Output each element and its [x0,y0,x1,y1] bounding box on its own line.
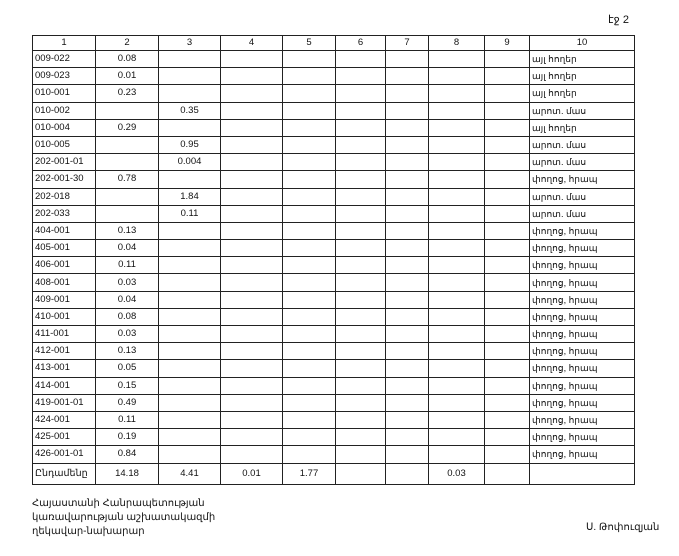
total-cell [386,463,429,484]
area-cell [336,343,386,360]
table-row [33,51,635,68]
parcel-code-cell: 408-001 [33,274,96,291]
parcel-code-cell: 426-001-01 [33,446,96,463]
area-cell: 0.03 [96,274,159,291]
area-cell [221,188,283,205]
parcel-code-cell: 404-001 [33,222,96,239]
land-type-cell: այլ հողեր [530,68,635,85]
area-cell [485,429,530,446]
table-row [33,257,635,274]
table-row [33,411,635,428]
area-cell [221,291,283,308]
area-cell [485,343,530,360]
area-cell [386,360,429,377]
area-cell [336,188,386,205]
area-cell [386,154,429,171]
area-cell [283,343,336,360]
area-cell: 0.04 [96,240,159,257]
area-cell [386,394,429,411]
area-cell [429,102,485,119]
land-type-cell: արոտ. մաս [530,102,635,119]
area-cell [336,154,386,171]
area-cell [429,205,485,222]
area-cell [159,68,221,85]
area-cell [485,326,530,343]
total-cell: 1.77 [283,463,336,484]
land-type-cell: այլ հողեր [530,119,635,136]
area-cell [429,360,485,377]
area-cell [159,326,221,343]
area-cell [159,222,221,239]
land-type-cell: փողոց, հրապ [530,411,635,428]
area-cell [221,205,283,222]
column-header: 6 [336,36,386,51]
area-cell [386,377,429,394]
area-cell [283,326,336,343]
area-cell [336,274,386,291]
area-cell [485,446,530,463]
area-cell [221,360,283,377]
area-cell [485,274,530,291]
parcel-code-cell: 419-001-01 [33,394,96,411]
area-cell [386,240,429,257]
area-cell [485,411,530,428]
total-cell [485,463,530,484]
area-cell [221,51,283,68]
total-cell: 14.18 [96,463,159,484]
area-cell [336,222,386,239]
area-cell: 0.95 [159,136,221,153]
area-cell [283,205,336,222]
area-cell [386,429,429,446]
table-row [33,171,635,188]
area-cell [386,308,429,325]
table-row [33,68,635,85]
column-header: 1 [33,36,96,51]
area-cell [429,429,485,446]
area-cell [485,51,530,68]
signatory-title-line: ղեկավար-նախարար [32,526,145,537]
area-cell [336,102,386,119]
parcel-code-cell: 009-022 [33,51,96,68]
area-cell [386,326,429,343]
area-cell [221,308,283,325]
area-cell: 1.84 [159,188,221,205]
area-cell [429,446,485,463]
area-cell [429,171,485,188]
land-type-cell: փողոց, հրապ [530,291,635,308]
area-cell [429,274,485,291]
area-cell [221,154,283,171]
area-cell: 0.11 [96,257,159,274]
table-row [33,154,635,171]
area-cell [283,154,336,171]
area-cell: 0.13 [96,222,159,239]
area-cell [96,188,159,205]
column-header: 5 [283,36,336,51]
area-cell [221,222,283,239]
area-cell [336,429,386,446]
area-cell: 0.84 [96,446,159,463]
area-cell [221,240,283,257]
area-cell [221,274,283,291]
land-type-cell: փողոց, հրապ [530,326,635,343]
table-row [33,429,635,446]
area-cell: 0.35 [159,102,221,119]
table-row [33,394,635,411]
page-number: էջ 2 [608,14,629,26]
area-cell [283,136,336,153]
parcel-code-cell: 413-001 [33,360,96,377]
area-cell [386,257,429,274]
land-type-cell: փողոց, հրապ [530,429,635,446]
area-cell [429,240,485,257]
parcel-code-cell: 010-004 [33,119,96,136]
land-type-cell: այլ հողեր [530,85,635,102]
area-cell [159,171,221,188]
area-cell [283,360,336,377]
table-row [33,222,635,239]
area-cell: 0.23 [96,85,159,102]
column-header: 10 [530,36,635,51]
area-cell [221,446,283,463]
area-cell [485,154,530,171]
area-cell [159,394,221,411]
total-cell: 0.01 [221,463,283,484]
area-cell [485,257,530,274]
area-cell [221,394,283,411]
total-cell: 0.03 [429,463,485,484]
area-cell [221,119,283,136]
area-cell [336,85,386,102]
land-type-cell: փողոց, հրապ [530,308,635,325]
area-cell: 0.29 [96,119,159,136]
area-cell [336,411,386,428]
area-cell [159,446,221,463]
area-cell [221,85,283,102]
area-cell [485,394,530,411]
area-cell [221,68,283,85]
area-cell [386,188,429,205]
table-row [33,205,635,222]
area-cell [485,136,530,153]
area-cell: 0.11 [159,205,221,222]
area-cell: 0.15 [96,377,159,394]
area-cell [159,291,221,308]
land-type-cell: փողոց, հրապ [530,171,635,188]
column-header: 7 [386,36,429,51]
area-cell [386,205,429,222]
parcel-code-cell: 412-001 [33,343,96,360]
area-cell [429,291,485,308]
area-cell: 0.08 [96,308,159,325]
area-cell [336,240,386,257]
parcel-code-cell: 009-023 [33,68,96,85]
table-row [33,119,635,136]
area-cell [336,171,386,188]
land-type-cell: փողոց, հրապ [530,240,635,257]
parcel-code-cell: 202-018 [33,188,96,205]
area-cell [386,119,429,136]
land-type-cell: արոտ. մաս [530,136,635,153]
area-cell [96,136,159,153]
area-cell [159,377,221,394]
area-cell [485,308,530,325]
area-cell [221,411,283,428]
area-cell [283,119,336,136]
area-cell [283,171,336,188]
signatory-title-line: Հայաստանի Հանրապետության [32,498,205,509]
land-type-cell: արոտ. մաս [530,188,635,205]
parcel-code-cell: 425-001 [33,429,96,446]
parcel-code-cell: 202-001-30 [33,171,96,188]
area-cell [283,222,336,239]
area-cell [429,308,485,325]
area-cell [386,411,429,428]
area-cell: 0.04 [96,291,159,308]
area-cell [159,360,221,377]
total-label: Ընդամենը [33,463,96,484]
area-cell [386,85,429,102]
area-cell [336,394,386,411]
area-cell [429,68,485,85]
area-cell [429,85,485,102]
area-cell [386,68,429,85]
area-cell [283,102,336,119]
area-cell [159,257,221,274]
table-row [33,446,635,463]
area-cell [386,343,429,360]
area-cell [336,257,386,274]
area-cell [283,240,336,257]
table-row [33,326,635,343]
area-cell [429,51,485,68]
area-cell [283,446,336,463]
area-cell [283,429,336,446]
area-cell [221,343,283,360]
area-cell [159,85,221,102]
area-cell [283,394,336,411]
area-cell [485,205,530,222]
area-cell [96,205,159,222]
parcel-code-cell: 202-033 [33,205,96,222]
table-row [33,308,635,325]
total-cell [336,463,386,484]
total-cell [530,463,635,484]
area-cell [283,308,336,325]
parcel-code-cell: 410-001 [33,308,96,325]
total-row [33,463,635,484]
area-cell: 0.05 [96,360,159,377]
area-cell [386,274,429,291]
area-cell [159,411,221,428]
area-cell [485,102,530,119]
area-cell [485,171,530,188]
table-header-row [33,36,635,51]
land-type-cell: փողոց, հրապ [530,343,635,360]
area-cell [159,343,221,360]
table-row [33,188,635,205]
table-row [33,102,635,119]
land-type-cell: այլ հողեր [530,51,635,68]
total-cell: 4.41 [159,463,221,484]
area-cell [429,377,485,394]
parcel-code-cell: 202-001-01 [33,154,96,171]
column-header: 2 [96,36,159,51]
area-cell [429,326,485,343]
area-cell [485,291,530,308]
land-type-cell: փողոց, հրապ [530,222,635,239]
area-cell [336,205,386,222]
area-cell [336,308,386,325]
land-type-cell: արոտ. մաս [530,154,635,171]
parcel-code-cell: 406-001 [33,257,96,274]
column-header: 9 [485,36,530,51]
area-cell [159,51,221,68]
area-cell [96,154,159,171]
area-cell [159,308,221,325]
area-cell [429,222,485,239]
area-cell [159,240,221,257]
area-cell: 0.03 [96,326,159,343]
area-cell [336,360,386,377]
area-cell: 0.49 [96,394,159,411]
area-cell [485,68,530,85]
area-cell [283,68,336,85]
area-cell [283,411,336,428]
area-cell [429,154,485,171]
column-header: 3 [159,36,221,51]
area-cell [283,274,336,291]
area-cell: 0.13 [96,343,159,360]
signatory-name: Ս. Թոփուզյան [586,522,660,533]
table-row [33,377,635,394]
area-cell [221,377,283,394]
area-cell [221,102,283,119]
land-type-cell: փողոց, հրապ [530,394,635,411]
parcel-code-cell: 411-001 [33,326,96,343]
area-cell [485,85,530,102]
column-header: 8 [429,36,485,51]
area-cell [429,119,485,136]
signatory-title-line: կառավարության աշխատակազմի [32,512,216,523]
area-cell [336,326,386,343]
area-cell [485,222,530,239]
parcel-code-cell: 405-001 [33,240,96,257]
parcel-code-cell: 409-001 [33,291,96,308]
area-cell [336,119,386,136]
table-row [33,136,635,153]
area-cell [336,446,386,463]
area-cell [429,257,485,274]
parcel-code-cell: 424-001 [33,411,96,428]
parcel-code-cell: 010-002 [33,102,96,119]
area-cell: 0.08 [96,51,159,68]
area-cell: 0.01 [96,68,159,85]
area-cell [159,274,221,291]
area-cell [336,68,386,85]
area-cell [336,377,386,394]
signatory-title [32,497,215,539]
area-cell [283,377,336,394]
area-cell [386,102,429,119]
table-row [33,85,635,102]
area-cell [283,291,336,308]
area-cell [429,188,485,205]
table-row [33,240,635,257]
land-type-cell: փողոց, հրապ [530,274,635,291]
area-cell [221,326,283,343]
area-cell [485,119,530,136]
area-cell [386,291,429,308]
land-type-cell: փողոց, հրապ [530,360,635,377]
area-cell [283,188,336,205]
parcel-code-cell: 414-001 [33,377,96,394]
area-cell [485,377,530,394]
area-cell: 0.004 [159,154,221,171]
column-header: 4 [221,36,283,51]
table-row [33,274,635,291]
area-cell [159,119,221,136]
parcel-code-cell: 010-001 [33,85,96,102]
area-cell [386,171,429,188]
area-cell [221,257,283,274]
area-cell [283,257,336,274]
area-cell [336,136,386,153]
area-cell [221,171,283,188]
area-cell: 0.11 [96,411,159,428]
area-cell [485,360,530,377]
parcel-code-cell: 010-005 [33,136,96,153]
area-cell [386,136,429,153]
area-cell [221,136,283,153]
area-cell [386,446,429,463]
area-cell [485,188,530,205]
area-cell [429,394,485,411]
table-row [33,360,635,377]
area-cell [283,85,336,102]
land-type-cell: փողոց, հրապ [530,377,635,394]
area-cell [429,343,485,360]
area-cell [429,136,485,153]
area-cell [429,411,485,428]
table-row [33,343,635,360]
area-cell [336,51,386,68]
area-cell [221,429,283,446]
land-type-cell: փողոց, հրապ [530,446,635,463]
area-cell [159,429,221,446]
land-type-cell: փողոց, հրապ [530,257,635,274]
area-cell [386,222,429,239]
land-type-cell: արոտ. մաս [530,205,635,222]
area-cell [485,240,530,257]
area-cell [96,102,159,119]
land-ledger-table [32,35,635,485]
area-cell [283,51,336,68]
table-row [33,291,635,308]
area-cell [386,51,429,68]
area-cell: 0.78 [96,171,159,188]
area-cell [336,291,386,308]
area-cell: 0.19 [96,429,159,446]
